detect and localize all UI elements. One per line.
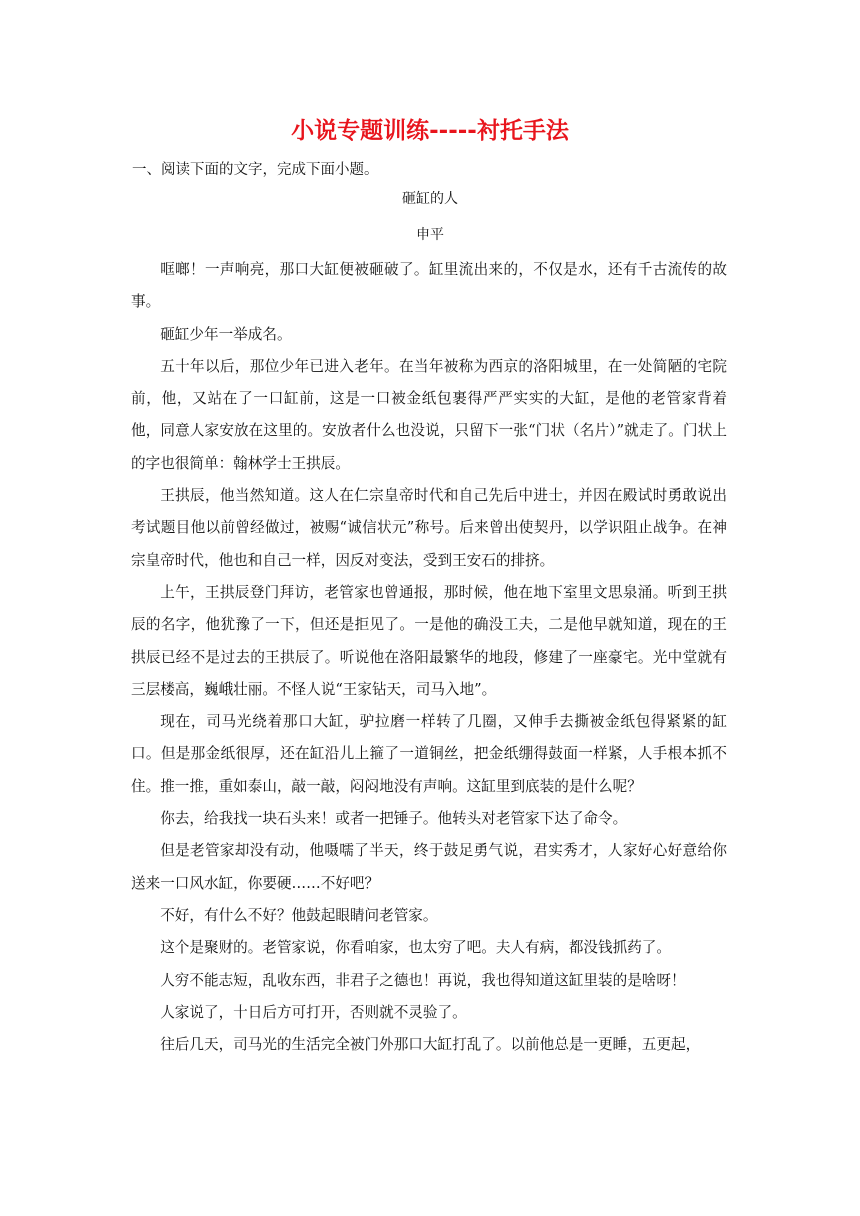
paragraph: 现在，司马光绕着那口大缸，驴拉磨一样转了几圈，又伸手去撕被金纸包得紧紧的缸口。但是那金纸很厚，还在缸沿儿上箍了一道铜丝，把金纸绷得鼓面一样紧，人手根本抓不住。推一推，重如泰山，敲一敲，闷闷地没有声响。这缸里到底装的是什么呢？ xyxy=(131,713,727,795)
paragraph: 砸缸少年一举成名。 xyxy=(160,325,292,343)
document-title: 小说专题训练-----衬托手法 xyxy=(291,118,569,144)
paragraph: 王拱辰，他当然知道。这人在仁宗皇帝时代和自己先后中进士，并因在殿试时勇敢说出考试题目他以前曾经做过，被赐“诚信状元”称号。后来曾出使契丹，以学识阻止战争。在神宗皇帝时代，他也和自己一样，因反对变法，受到王安石的排挤。 xyxy=(131,487,727,569)
paragraph: 上午，王拱辰登门拜访，老管家也曾通报，那时候，他在地下室里文思泉涌。听到王拱辰的名字，他犹豫了一下，但还是拒见了。一是他的确没工夫，二是他早就知道，现在的王拱辰已经不是过去的王拱辰了。听说他在洛阳最繁华的地段，修建了一座豪宅。光中堂就有三层楼高，巍峨壮丽。不怪人说“王家钻天，司马入地”。 xyxy=(131,583,727,698)
story-title: 砸缸的人 xyxy=(402,191,458,207)
paragraph: 你去，给我找一块石头来！或者一把锤子。他转头对老管家下达了命令。 xyxy=(160,810,628,828)
question-instruction: 一、阅读下面的文字，完成下面小题。 xyxy=(132,162,379,178)
story-author: 申平 xyxy=(416,227,444,243)
paragraph: 往后几天，司马光的生活完全被门外那口大缸打乱了。以前他总是一更睡，五更起， xyxy=(160,1036,701,1054)
paragraph: 人穷不能志短，乱收东西，非君子之德也！再说，我也得知道这缸里装的是啥呀！ xyxy=(160,971,686,989)
story-body xyxy=(131,254,727,1061)
paragraph: 但是老管家却没有动，他嗫嚅了半天，终于鼓足勇气说，君实秀才，人家好心好意给你送来一口风水缸，你要硬……不好吧？ xyxy=(131,842,727,892)
paragraph: 五十年以后，那位少年已进入老年。在当年被称为西京的洛阳城里，在一处简陋的宅院前，他，又站在了一口缸前，这是一口被金纸包裹得严严实实的大缸，是他的老管家背着他，同意人家安放在这里的。安放者什么也没说，只留下一张“门状（名片）”就走了。门状上的字也很简单：翰林学士王拱辰。 xyxy=(131,357,727,472)
paragraph: 这个是聚财的。老管家说，你看咱家，也太穷了吧。夫人有病，都没钱抓药了。 xyxy=(160,939,671,957)
paragraph: 哐啷！一声响亮，那口大缸便被砸破了。缸里流出来的，不仅是水，还有千古流传的故事。 xyxy=(131,261,727,311)
paragraph: 人家说了，十日后方可打开，否则就不灵验了。 xyxy=(160,1003,467,1021)
paragraph: 不好，有什么不好？他鼓起眼睛问老管家。 xyxy=(160,906,438,924)
